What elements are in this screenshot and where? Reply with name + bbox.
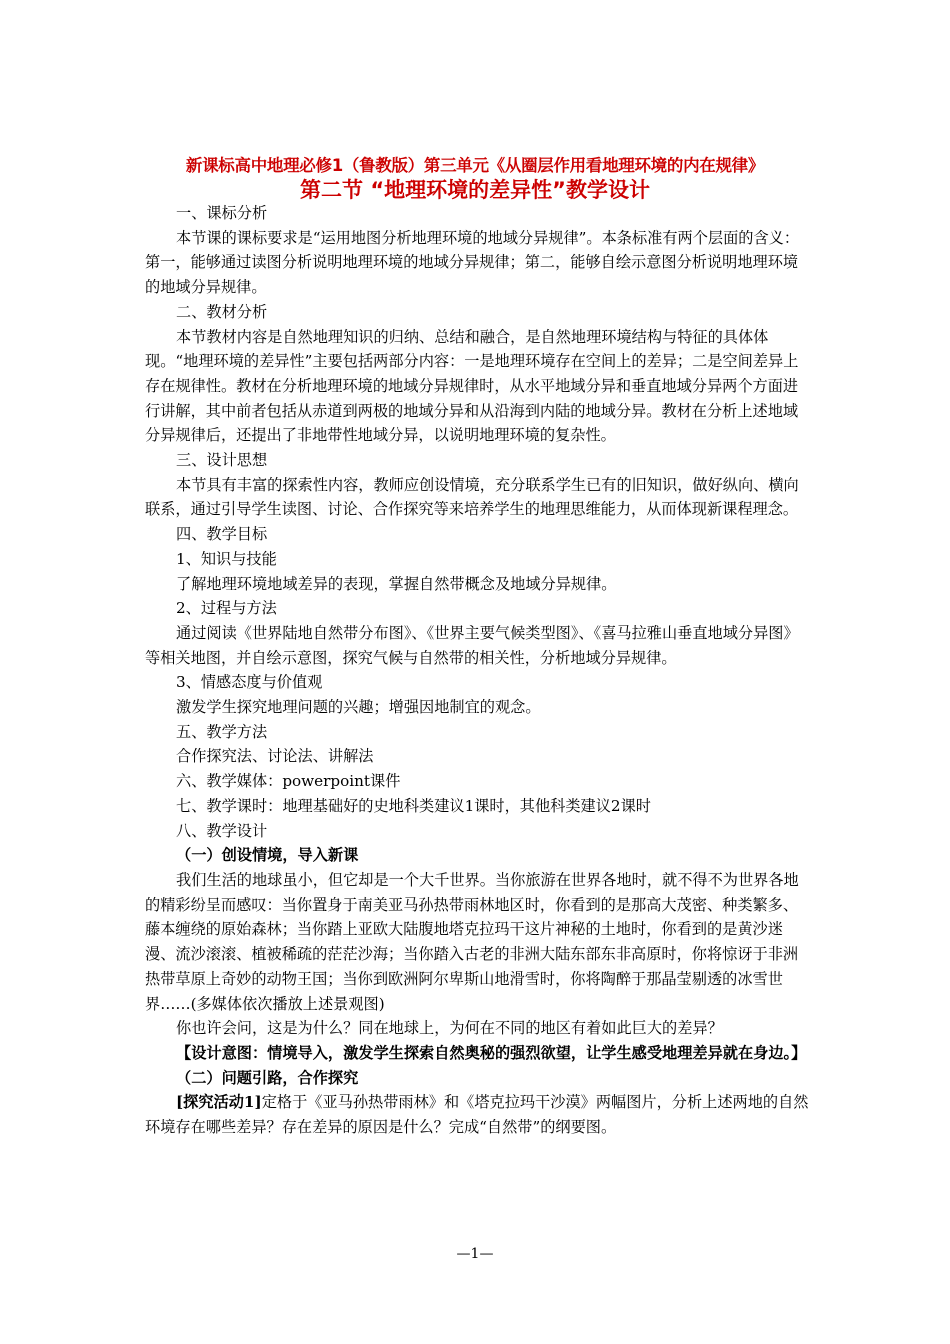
document-body (145, 201, 813, 1140)
step-heading: （二）问题引路，合作探究 (176, 1068, 359, 1087)
section-heading: 五、教学方法 (176, 722, 268, 741)
page-number: —1— (456, 1246, 494, 1262)
section-heading: 八、教学设计 (176, 821, 268, 840)
section-heading: 六、教学媒体：powerpoint课件 (176, 772, 401, 791)
paragraph: 激发学生探究地理问题的兴趣；增强因地制宜的观念。 (176, 698, 541, 717)
section-heading: 七、教学课时：地理基础好的史地科类建议1课时，其他科类建议2课时 (176, 796, 651, 815)
document-title: 第二节 “地理环境的差异性”教学设计 (300, 178, 650, 202)
section-heading: 四、教学目标 (176, 525, 268, 544)
paragraph: 你也许会问，这是为什么？同在地球上，为何在不同的地区有着如此巨大的差异？ (176, 1019, 723, 1038)
paragraph: 了解地理环境地域差异的表现，掌握自然带概念及地域分异规律。 (176, 574, 617, 593)
paragraph: 本节具有丰富的探索性内容，教师应创设情境，充分联系学生已有的旧知识，做好纵向、横向联系，通过引导学生读图、讨论、合作探究等来培养学生的地理思维能力，从而体现新课程理念。 (145, 475, 799, 519)
document-supertitle: 新课标高中地理必修1（鲁教版）第三单元《从圈层作用看地理环境的内在规律》 (185, 156, 765, 175)
section-heading: 二、教材分析 (176, 302, 268, 321)
design-intent-note: 【设计意图：情境导入，激发学生探索自然奥秘的强烈欲望，让学生感受地理差异就在身边。】 (176, 1043, 807, 1062)
paragraph: 合作探究法、讨论法、讲解法 (176, 747, 374, 766)
section-heading: 三、设计思想 (176, 451, 268, 470)
subsection-heading: 1、知识与技能 (176, 549, 277, 568)
subsection-heading: 2、过程与方法 (176, 599, 277, 618)
paragraph (145, 1090, 813, 1139)
paragraph: 我们生活的地球虽小，但它却是一个大千世界。当你旅游在世界各地时，就不得不为世界各地的精彩纷呈而感叹：当你置身于南美亚马孙热带雨林地区时，你看到的是那高大茂密、种类繁多、藤本缠绕的原始森林；当你踏上亚欧大陆腹地塔克拉玛干这片神秘的土地时，你看到的是黄沙迷漫、流沙滚滚、植被稀疏的茫茫沙海；当你踏入古老的非洲大陆东部东非高原时，你将惊讶于非洲热带草原上奇妙的动物王国；当你到欧洲阿尔卑斯山地滑雪时，你将陶醉于那晶莹剔透的冰雪世界……(多媒体依次播放上述景观图) (145, 870, 799, 1013)
activity-label: [探究活动1] (176, 1093, 262, 1112)
paragraph: 本节教材内容是自然地理知识的归纳、总结和融合，是自然地理环境结构与特征的具体体现。“地理环境的差异性”主要包括两部分内容：一是地理环境存在空间上的差异；二是空间差异上存在规律性。教材在分析地理环境的地域分异规律时，从水平地域分异和垂直地域分异两个方面进行讲解，其中前者包括从赤道到两极的地域分异和从沿海到内陆的地域分异。教材在分析上述地域分异规律后，还提出了非地带性地域分异，以说明地理环境的复杂性。 (145, 327, 799, 445)
paragraph: 通过阅读《世界陆地自然带分布图》、《世界主要气候类型图》、《喜马拉雅山垂直地域分异图》等相关地图，并自绘示意图，探究气候与自然带的相关性，分析地域分异规律。 (145, 623, 799, 667)
activity-text: 定格于《亚马孙热带雨林》和《塔克拉玛干沙漠》两幅图片，分析上述两地的自然环境存在哪些差异？存在差异的原因是什么？完成“自然带”的纲要图。 (145, 1093, 809, 1137)
step-heading: （一）创设情境，导入新课 (176, 846, 359, 865)
section-heading: 一、课标分析 (176, 204, 268, 222)
paragraph: 本节课的课标要求是“运用地图分析地理环境的地域分异规律”。本条标准有两个层面的含义：第一，能够通过读图分析说明地理环境的地域分异规律；第二，能够自绘示意图分析说明地理环境的地域分异规律。 (145, 228, 800, 297)
subsection-heading: 3、情感态度与价值观 (176, 673, 323, 692)
